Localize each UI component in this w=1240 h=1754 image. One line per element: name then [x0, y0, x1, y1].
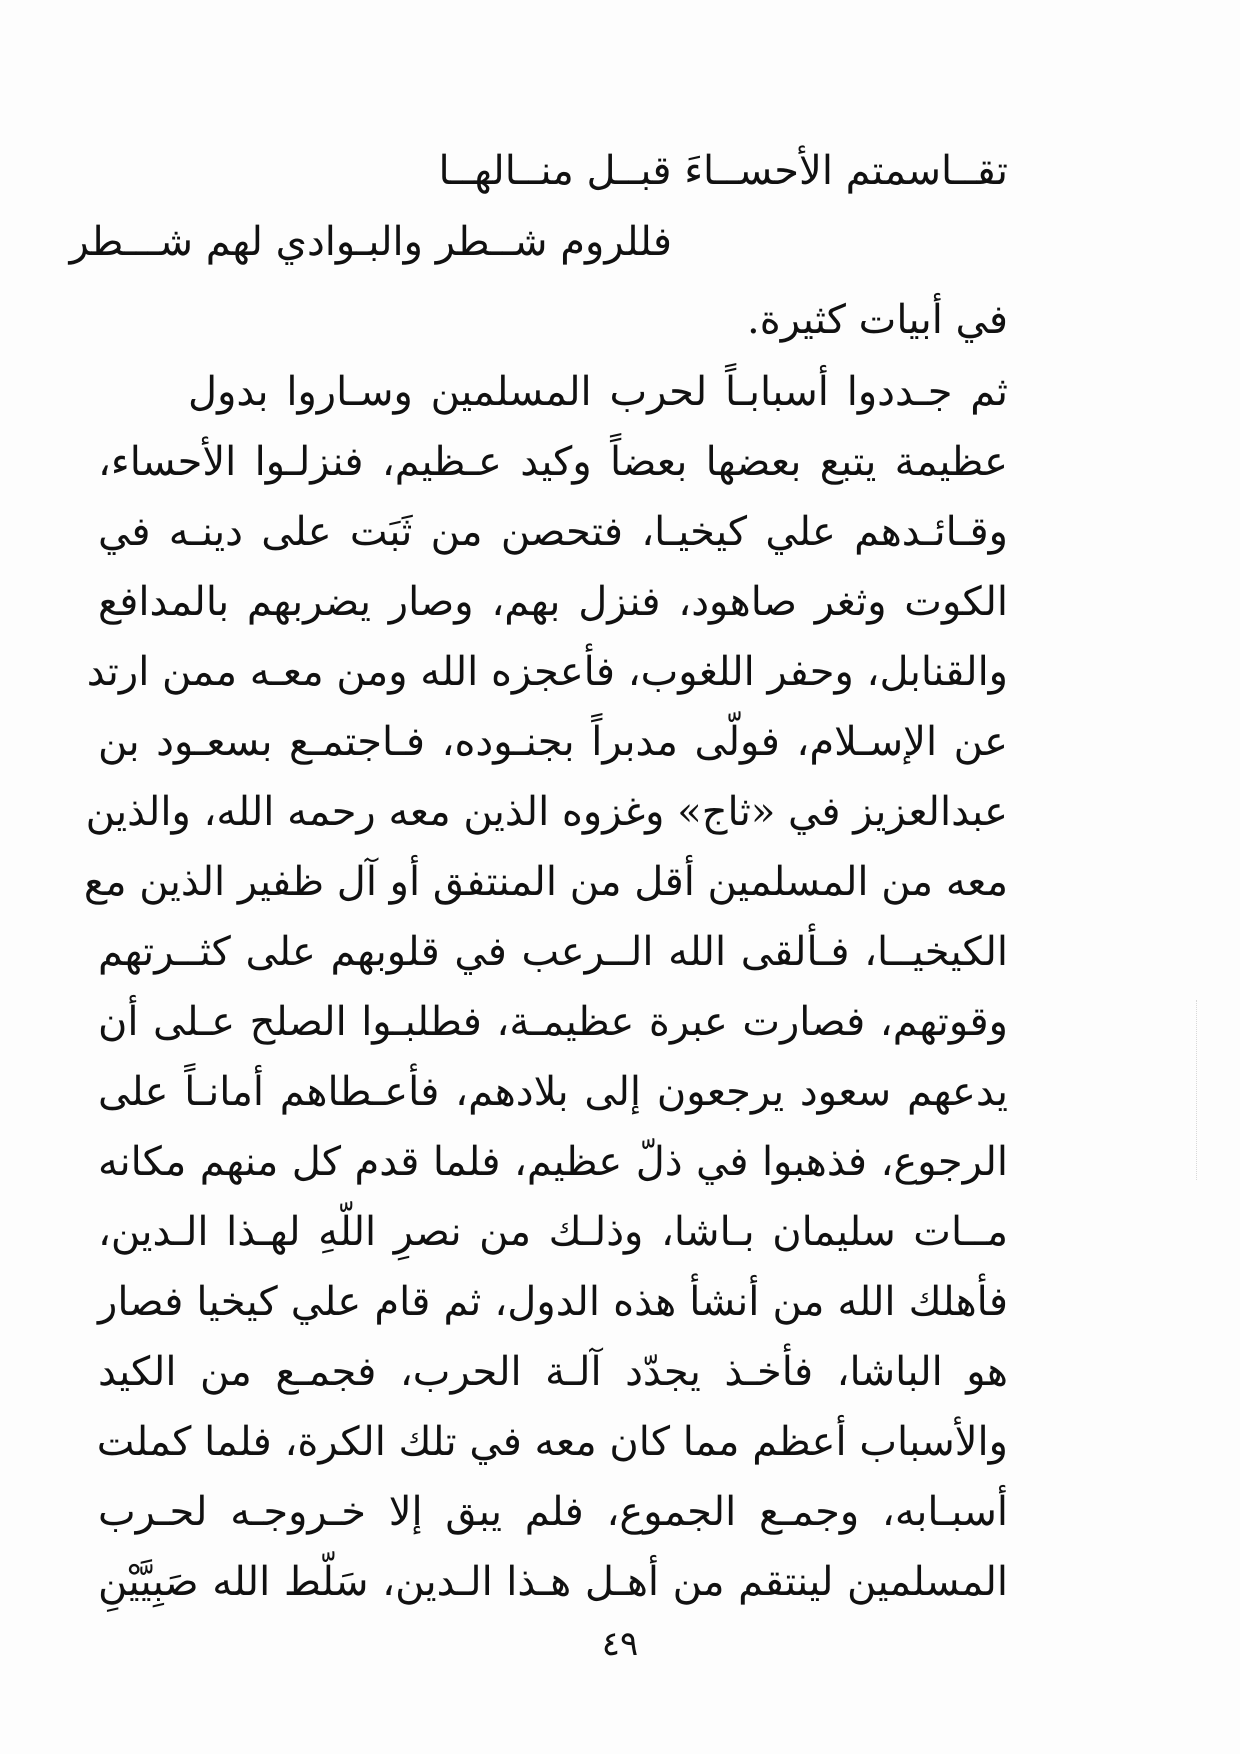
paragraph-line: والأسباب أعظم مما كان معه في تلك الكرة، فلما كملت: [96, 1419, 1008, 1465]
poem-verse-first-hemistich: تقــاسمتم الأحســاءَ قبــل منــالهــا: [438, 148, 1008, 194]
paragraph-line: ثم جـددوا أسبابـاً لحرب المسلمين وسـاروا بدول: [188, 369, 1008, 415]
paragraph-line: المسلمين لينتقم من أهـل هـذا الـدين، سَلّط الله صَبِيَّيْنِ: [98, 1559, 1008, 1605]
paragraph-line: الكيخيــا، فـألقى الله الــرعب في قلوبهم على كثــرتهم: [98, 929, 1008, 975]
paragraph-line: وقوتهم، فصارت عبرة عظيمـة، فطلبـوا الصلح عـلى أن: [98, 999, 1008, 1045]
paragraph-line: عبدالعزيز في «ثاج» وغزوه الذين معه رحمه الله، والذين: [85, 789, 1008, 835]
poem-continuation-note: في أبيات كثيرة.: [747, 297, 1008, 343]
paragraph-line: عظيمة يتبع بعضها بعضاً وكيد عـظيم، فنزلـوا الأحساء،: [98, 439, 1009, 485]
paragraph-line: معه من المسلمين أقل من المنتفق أو آل ظفير الذين مع: [83, 859, 1008, 905]
page-number: ٤٩: [601, 1624, 639, 1664]
paragraph-line: الرجوع، فذهبوا في ذلّ عظيم، فلما قدم كل منهم مكانه: [98, 1139, 1008, 1185]
paragraph-line: عن الإسـلام، فولّى مدبراً بجنـوده، فـاجتمـع بسعـود بن: [98, 719, 1008, 765]
paragraph-line: أسبـابه، وجمـع الجموع، فلم يبق إلا خـروجـه لحـرب: [98, 1489, 1008, 1535]
poem-verse-second-hemistich: فللروم شــطر والبـوادي لهم شـــطر: [69, 219, 672, 265]
paragraph-line: مــات سليمان بـاشا، وذلـك من نصرِ اللّهِ لهـذا الـدين،: [98, 1209, 1008, 1255]
paragraph-line: يدعهم سعود يرجعون إلى بلادهم، فأعـطاهم أمانـاً على: [98, 1069, 1009, 1115]
paragraph-line: فأهلك الله من أنشأ هذه الدول، ثم قام علي كيخيا فصار: [98, 1279, 1008, 1325]
paragraph-line: والقنابل، وحفر اللغوب، فأعجزه الله ومن معـه ممن ارتد: [86, 649, 1008, 695]
paragraph-line: هو الباشا، فأخـذ يجدّد آلـة الحرب، فجمـع من الكيد: [98, 1349, 1008, 1395]
scan-margin-artifact: [1196, 1000, 1198, 1180]
paragraph-line: وقـائـدهم علي كيخيـا، فتحصن من ثَبَت على دينـه في: [98, 509, 1008, 555]
paragraph-line: الكوت وثغر صاهود، فنزل بهم، وصار يضربهم بالمدافع: [98, 579, 1008, 625]
